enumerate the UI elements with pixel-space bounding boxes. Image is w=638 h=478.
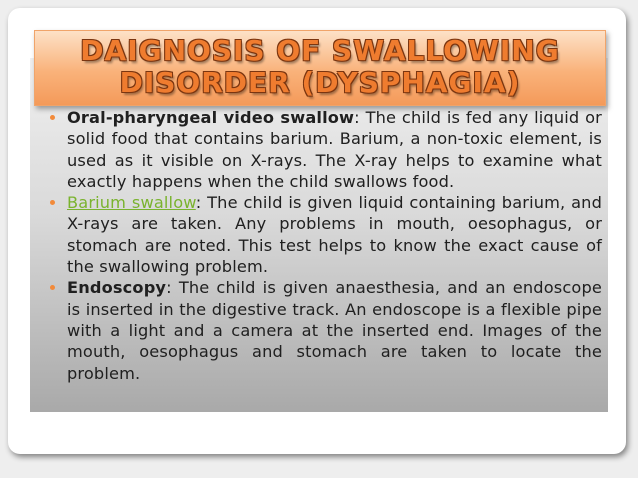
- title-box: [34, 30, 606, 106]
- title-line-1: DAIGNOSIS OF SWALLOWING: [80, 34, 560, 67]
- bullet-list: [50, 107, 602, 384]
- bullet-marker-icon: [50, 115, 55, 120]
- bullet-item-video-swallow: [50, 107, 602, 192]
- bullet-text-video-swallow: The child is fed any liquid or solid food that contains barium. Barium, a non-toxic element, is used as it visible on X-rays. The X-ray helps to examine what exactly happens when the child swallows food.: [67, 108, 602, 191]
- term-video-swallow: Oral-pharyngeal video swallow: [67, 108, 355, 127]
- bullet-marker-icon: [50, 200, 55, 205]
- bullet-text-endoscopy: The child is given anaesthesia, and an endoscope is inserted in the digestive track. An endoscope is a flexible pipe with a light and a camera at the inserted end. Images of the mouth, oesophagus and stomach are taken to locate the problem.: [67, 278, 602, 383]
- bullet-item-barium-swallow: [50, 192, 602, 277]
- term-separator: :: [354, 108, 360, 127]
- barium-swallow-link[interactable]: Barium swallow: [67, 193, 196, 213]
- term-endoscopy: Endoscopy: [67, 278, 167, 298]
- term-separator: :: [166, 278, 172, 298]
- term-separator: :: [195, 193, 202, 213]
- bullet-marker-icon: [50, 285, 55, 290]
- bullet-item-endoscopy: [50, 277, 602, 383]
- bullet-text-barium-swallow: The child is given liquid containing barium, and X-rays are taken. Any problems in mouth, oesophagus, or stomach are noted. This test helps to know the exact cause of the swallowing problem.: [67, 193, 603, 277]
- title-line-2: DISORDER (DYSPHAGIA): [119, 66, 521, 99]
